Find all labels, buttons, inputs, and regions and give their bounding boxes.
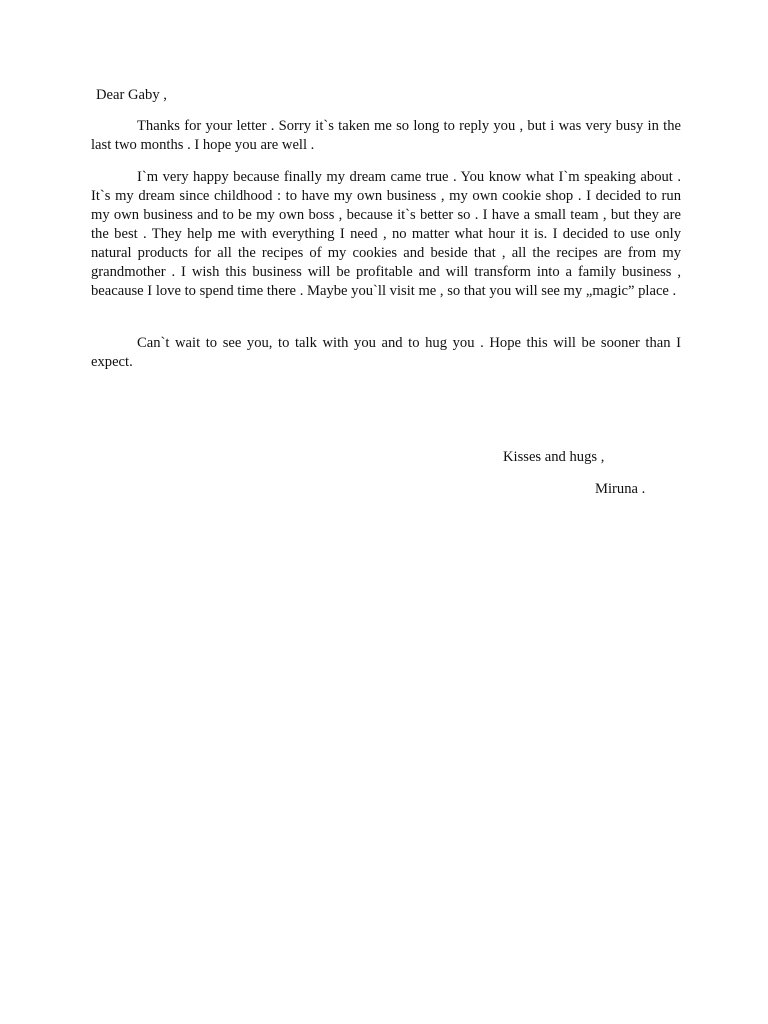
letter-signature: Miruna . — [595, 481, 646, 497]
letter-paragraph-3: Can`t wait to see you, to talk with you and to hug you . Hope this will be sooner than I expect. — [91, 335, 681, 370]
letter-paragraph-1: Thanks for your letter . Sorry it`s taken me so long to reply you , but i was very busy in the last two months . I hope you are well . — [91, 118, 681, 153]
letter-paragraph-2: I`m very happy because finally my dream came true . You know what I`m speaking about . It`s my dream since childhood : to have my own business , my own cookie shop . I decided to run my own business and to be my own boss , because it`s better so . I have a small team , but they are the best . They help me with everything I need , no matter what hour it is. I decided to use only natural products for all the recipes of my cookies and beside that , all the recipes are from my grandmother . I wish this business will be profitable and will transform into a family business , beacause I love to spend time there . Maybe you`ll visit me , so that you will see my „magic” place . — [91, 169, 681, 299]
letter-greeting: Dear Gaby , — [96, 87, 167, 103]
letter-closing: Kisses and hugs , — [503, 449, 605, 465]
